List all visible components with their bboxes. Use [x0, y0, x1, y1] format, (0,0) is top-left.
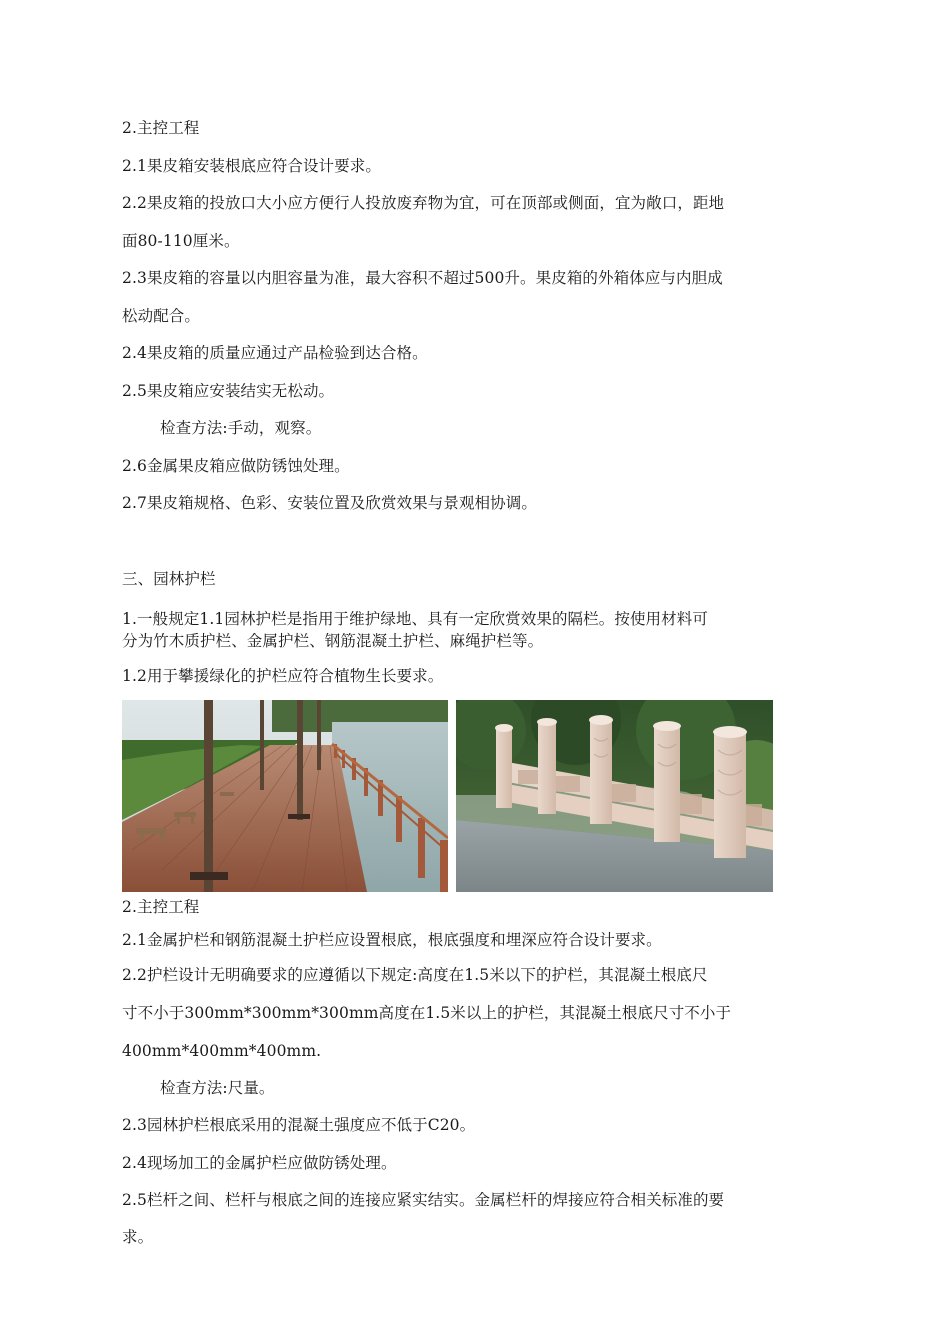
clause-1-2: 1.2用于攀援绿化的护栏应符合植物生长要求。: [122, 667, 444, 685]
clause-2-5: 2.5果皮箱应安装结实无松动。: [122, 382, 335, 400]
railing-clause-2-2-cont2: 400mm*400mm*400mm.: [122, 1042, 322, 1060]
railing-clause-2-5-cont: 求。: [122, 1228, 154, 1246]
stone-balustrade-photo: [456, 700, 773, 892]
railing-clause-2-1: 2.1金属护栏和钢筋混凝土护栏应设置根底，根底强度和埋深应符合设计要求。: [122, 931, 662, 949]
railing-clause-2-4: 2.4现场加工的金属护栏应做防锈处理。: [122, 1154, 397, 1172]
clause-1-1-cont: 分为竹木质护栏、金属护栏、钢筋混凝土护栏、麻绳护栏等。: [122, 632, 544, 650]
section-heading-main-control-2: 2.主控工程: [122, 898, 200, 916]
section-heading-garden-railing: 三、园林护栏: [122, 570, 216, 588]
clause-2-2-cont: 面80-110厘米。: [122, 232, 240, 250]
section-heading-main-control: 2.主控工程: [122, 119, 200, 137]
railing-clause-2-5: 2.5栏杆之间、栏杆与根底之间的连接应紧实结实。金属栏杆的焊接应符合相关标准的要: [122, 1191, 725, 1209]
railing-clause-2-2-cont1: 寸不小于300mm*300mm*300mm高度在1.5米以上的护栏，其混凝土根底尺寸不小于: [122, 1004, 732, 1022]
clause-2-7: 2.7果皮箱规格、色彩、安装位置及欣赏效果与景观相协调。: [122, 494, 537, 512]
railing-check-method-note: 检查方法:尺量。: [160, 1079, 275, 1097]
clause-2-1: 2.1果皮箱安装根底应符合设计要求。: [122, 157, 381, 175]
clause-2-4: 2.4果皮箱的质量应通过产品检验到达合格。: [122, 344, 428, 362]
railing-clause-2-3: 2.3园林护栏根底采用的混凝土强度应不低于C20。: [122, 1116, 476, 1134]
railing-clause-2-2: 2.2护栏设计无明确要求的应遵循以下规定:高度在1.5米以下的护栏，其混凝土根底尺: [122, 966, 708, 984]
clause-2-3-cont: 松动配合。: [122, 307, 201, 325]
clause-1-1: 1.一般规定1.1园林护栏是指用于维护绿地、具有一定欣赏效果的隔栏。按使用材料可: [122, 610, 708, 628]
clause-2-6: 2.6金属果皮箱应做防锈蚀处理。: [122, 457, 350, 475]
check-method-note: 检查方法:手动，观察。: [160, 419, 322, 437]
clause-2-2: 2.2果皮箱的投放口大小应方便行人投放废弃物为宜，可在顶部或侧面，宜为敞口，距地: [122, 194, 725, 212]
clause-2-3: 2.3果皮箱的容量以内胆容量为准，最大容积不超过500升。果皮箱的外箱体应与内胆成: [122, 269, 723, 287]
wooden-boardwalk-photo: [122, 700, 448, 892]
